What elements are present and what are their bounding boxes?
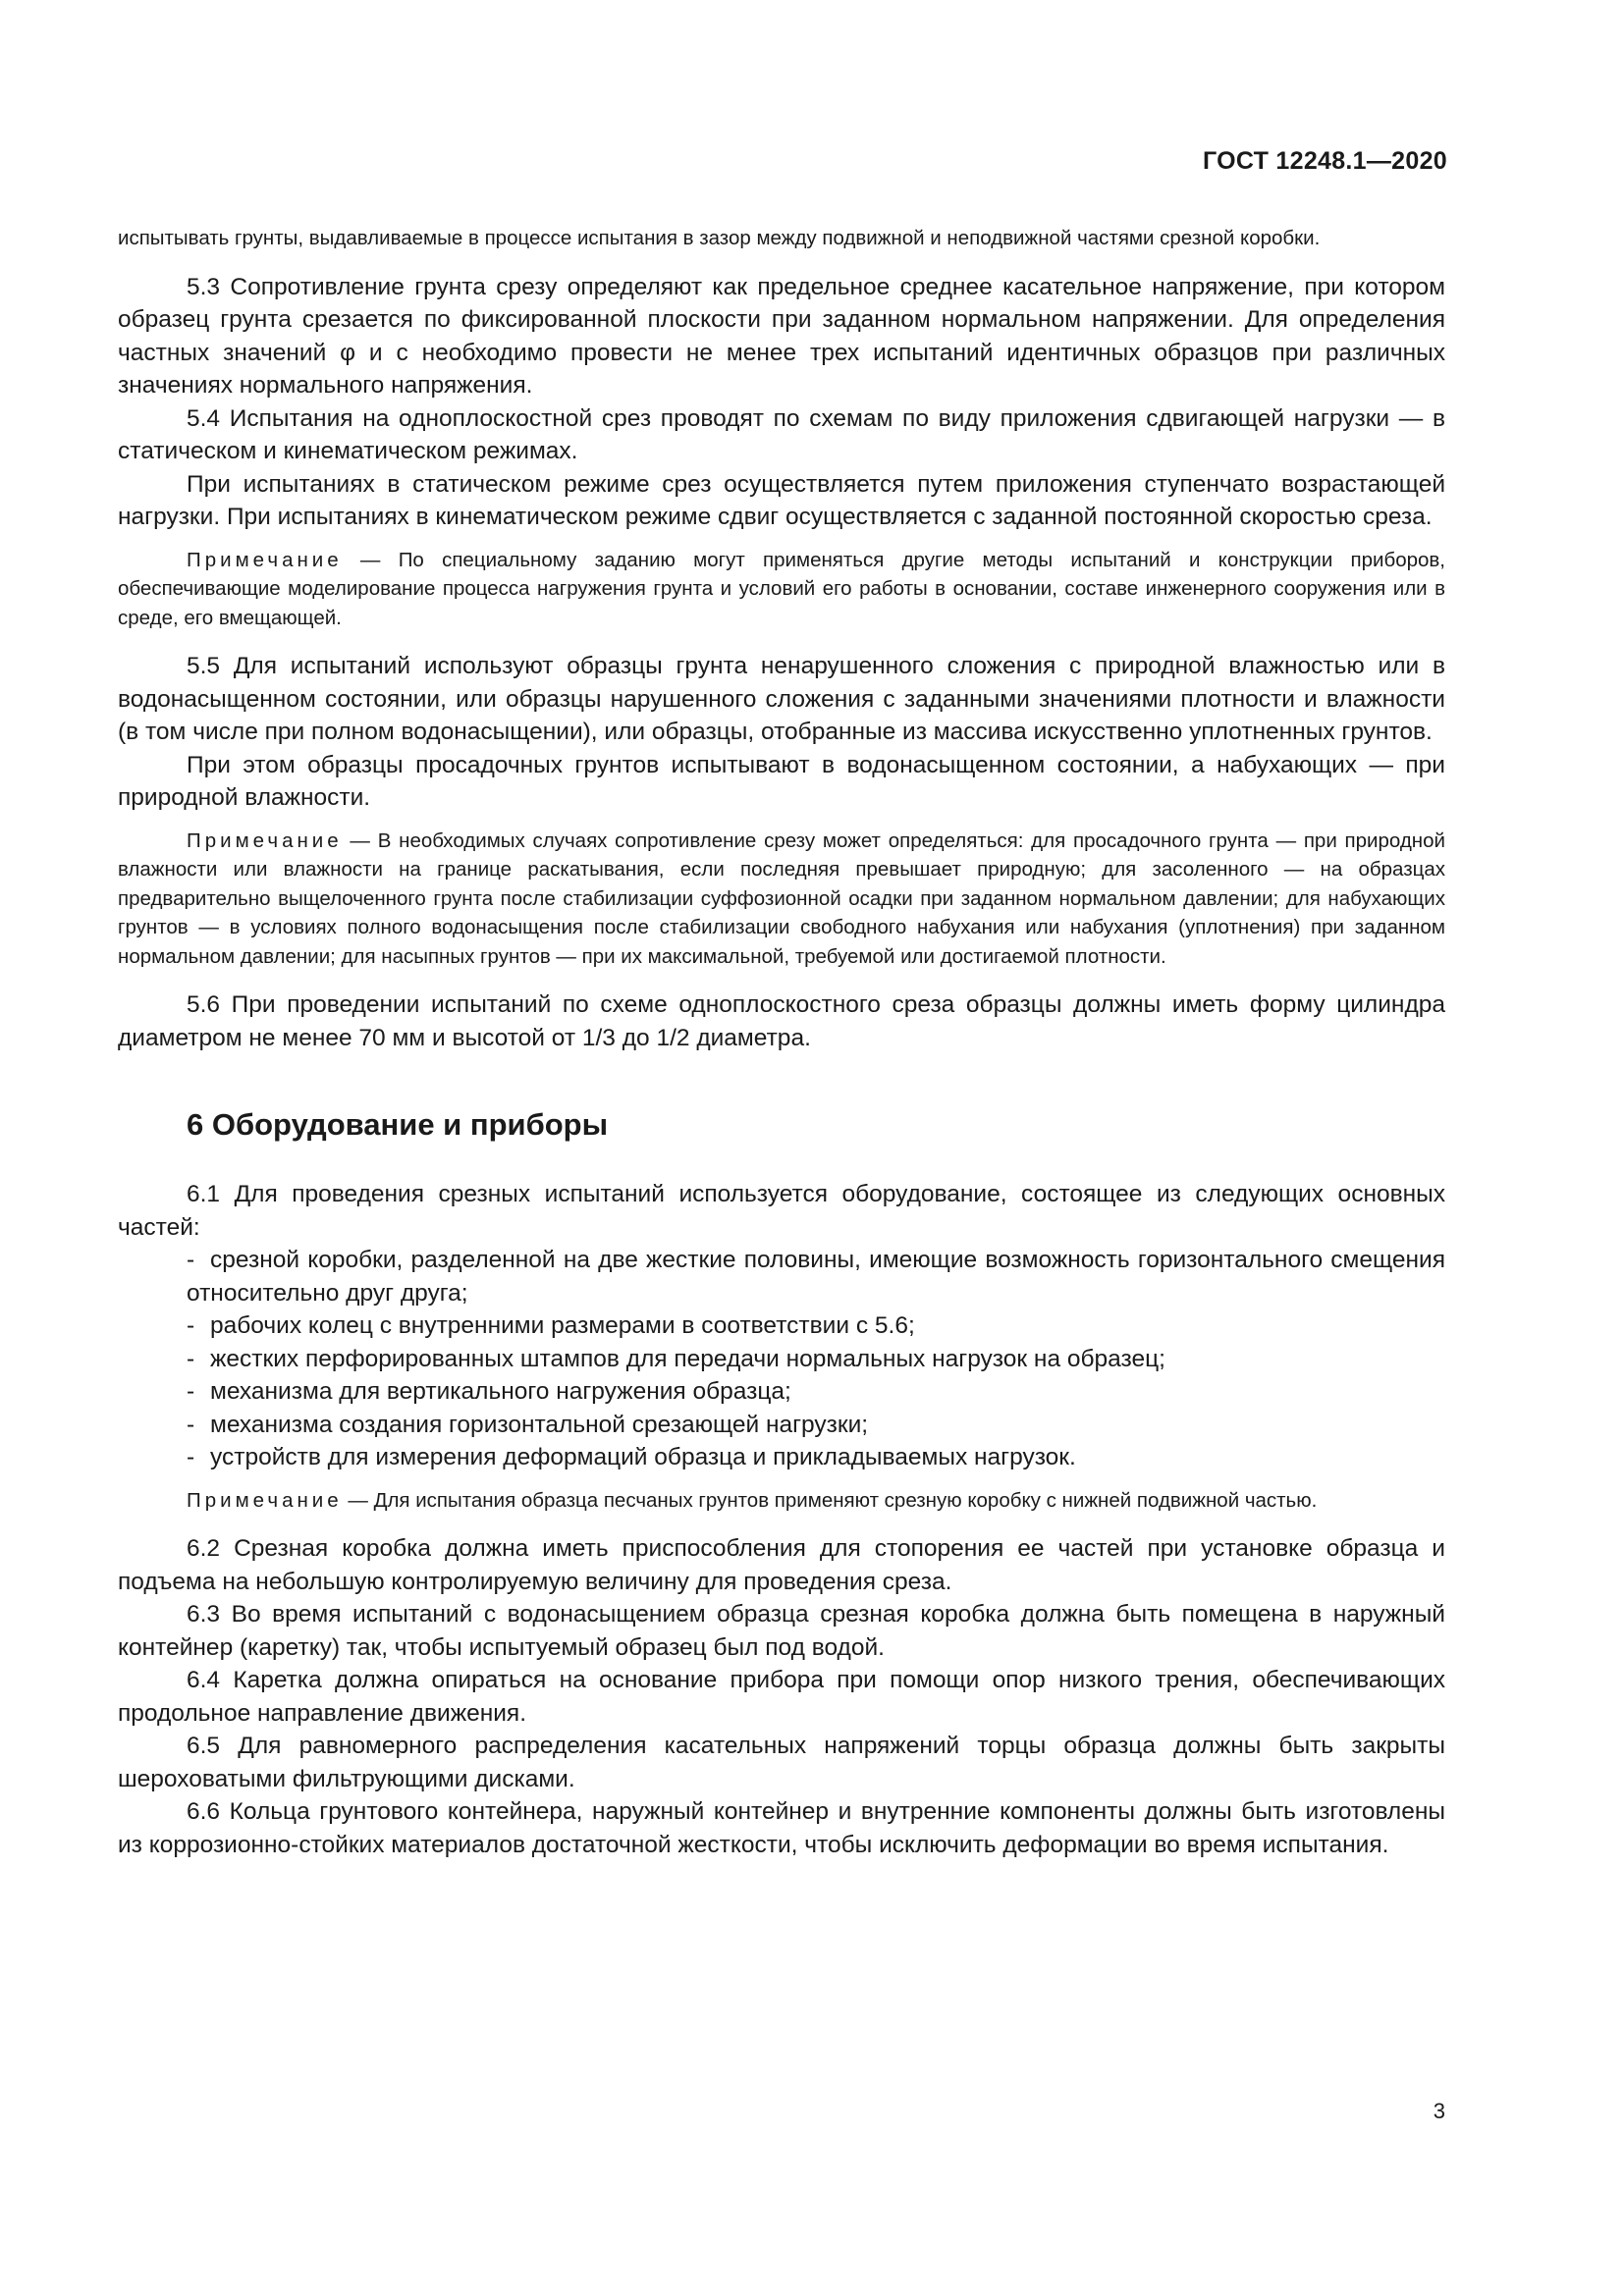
clause-5-5: 5.5 Для испытаний используют образцы грунта ненарушенного сложения с природной влажностью или в водонасыщенном состоянии, или образцы нарушенного сложения с заданными значениями плотности и влажности (в том числе при полном водонасыщении), или образцы, отобранные из массива искусственно уплотненных грунтов.: [118, 653, 1445, 745]
list-item: - жестких перфорированных штампов для передачи нормальных нагрузок на образец;: [187, 1345, 1165, 1372]
clause-5-4: 5.4 Испытания на одноплоскостной срез проводят по схемам по виду приложения сдвигающей нагрузки — в статическом и кинематическом режимах.: [118, 404, 1445, 464]
clause-6-5: 6.5 Для равномерного распределения касательных напряжений торцы образца должны быть закрыты шероховатыми фильтрующими дисками.: [118, 1733, 1445, 1792]
clause-6-2: 6.2 Срезная коробка должна иметь приспособления для стопорения ее частей при установке образца и подъема на небольшую контролируемую величину для проведения среза.: [118, 1535, 1445, 1595]
note-1: [118, 546, 1445, 633]
clause-6-4: 6.4 Каретка должна опираться на основание прибора при помощи опор низкого трения, обеспечивающих продольное направление движения.: [118, 1667, 1445, 1727]
clause-5-3: 5.3 Сопротивление грунта срезу определяют как предельное среднее касательное напряжение, при котором образец грунта срезается по фиксированной плоскости при заданном нормальном напряжении. Для определения частных значений φ и с необходимо провести не менее трех испытаний идентичных образцов при различных значениях нормального напряжения.: [118, 273, 1445, 399]
note-3-text: Для испытания образца песчаных грунтов применяют срезную коробку с нижней подвижной частью.: [373, 1488, 1318, 1512]
clause-6-6: 6.6 Кольца грунтового контейнера, наружный контейнер и внутренние компоненты должны быть изготовлены из коррозионно-стойких материалов достаточной жесткости, чтобы исключить деформации во время испытания.: [118, 1798, 1445, 1858]
clause-5-4-continued: При испытаниях в статическом режиме срез осуществляется путем приложения ступенчато возрастающей нагрузки. При испытаниях в кинематическом режиме сдвиг осуществляется с заданной постоянной скоростью среза.: [118, 470, 1445, 530]
equipment-list: [118, 1244, 1445, 1474]
note-dash: —: [359, 548, 381, 571]
note-1-text: По специальному заданию могут применяться другие методы испытаний и конструкции приборов, обеспечивающие моделирование процесса нагружения грунта и условий его работы в основании, составе инженерного сооружения или в среде, его вмещающей.: [118, 548, 1446, 629]
note-3: [118, 1486, 1445, 1516]
note-2: [118, 827, 1445, 972]
note-2-text: В необходимых случаях сопротивление срезу может определяться: для просадочного грунта — при природной влажности или влажности на границе раскатывания, если последняя превышает природную; для засоленного — на образцах предварительно выщелоченного грунта после стабилизации суффозионной осадки при заданном нормальном давлении; для набухающих грунтов — в условиях полного водонасыщения после стабилизации свободного набухания или набухания (уплотнения) при заданном нормальном давлении; для насыпных грунтов — при их максимальной, требуемой или достигаемой плотности.: [118, 828, 1445, 968]
note-dash: —: [350, 828, 370, 852]
note-label: Примечание: [187, 1488, 343, 1512]
page-number: 3: [1433, 2099, 1445, 2123]
list-item: - механизма для вертикального нагружения образца;: [187, 1378, 791, 1405]
list-item: - механизма создания горизонтальной срезающей нагрузки;: [187, 1411, 869, 1438]
note-dash: —: [348, 1488, 368, 1512]
document-code-header: ГОСТ 12248.1—2020: [1202, 147, 1447, 175]
list-item: - рабочих колец с внутренними размерами в соответствии с 5.6;: [187, 1312, 915, 1339]
clause-5-6: 5.6 При проведении испытаний по схеме одноплоскостного среза образцы должны иметь форму цилиндра диаметром не менее 70 мм и высотой от 1/3 до 1/2 диаметра.: [118, 991, 1445, 1051]
note-label: Примечание: [187, 548, 343, 571]
clause-5-5-continued: При этом образцы просадочных грунтов испытывают в водонасыщенном состоянии, а набухающих — при природной влажности.: [118, 751, 1445, 811]
clause-6-3: 6.3 Во время испытаний с водонасыщением образца срезная коробка должна быть помещена в наружный контейнер (каретку) так, чтобы испытуемый образец был под водой.: [118, 1601, 1445, 1661]
section-6-title: 6 Оборудование и приборы: [187, 1107, 609, 1142]
continued-paragraph: испытывать грунты, выдавливаемые в процессе испытания в зазор между подвижной и неподвижной частями срезной коробки.: [118, 227, 1321, 249]
list-item: - устройств для измерения деформаций образца и прикладываемых нагрузок.: [187, 1444, 1076, 1470]
note-label: Примечание: [187, 828, 343, 852]
list-item: - срезной коробки, разделенной на две жесткие половины, имеющие возможность горизонтального смещения относительно друг друга;: [187, 1247, 1445, 1307]
page-content: [118, 224, 1445, 1861]
clause-6-1: 6.1 Для проведения срезных испытаний используется оборудование, состоящее из следующих основных частей:: [118, 1181, 1445, 1241]
